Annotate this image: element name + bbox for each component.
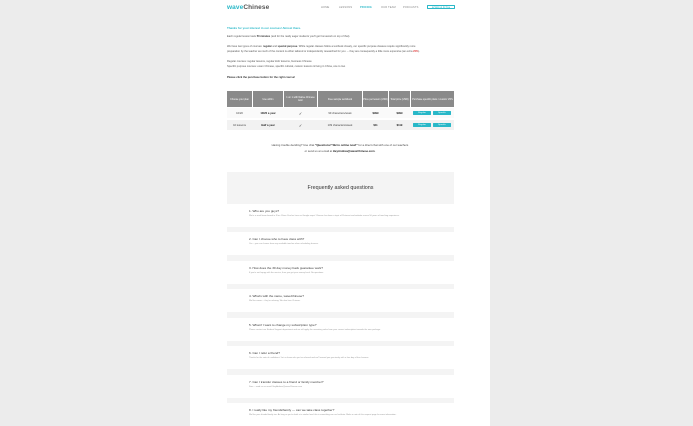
- price-cell: $11: [373, 123, 378, 127]
- faq-question: 1. Who are you guys?: [249, 209, 280, 213]
- faq-answer: We're a small team based in Xi'an China. Find us here on Google maps! Chinese has been a topic of Pinterest and website across 50 years of teaching experience.: [249, 215, 400, 217]
- check-icon: ✓: [298, 110, 303, 116]
- faq-item[interactable]: [227, 289, 454, 312]
- faq-question: 8. I really like my friends/family — can we take class together?: [249, 408, 335, 412]
- faq-item[interactable]: [227, 318, 454, 341]
- sample-cell: 99 characters/week: [328, 111, 352, 115]
- faq-question: 5. What if I want to change my subscription type?: [249, 323, 317, 327]
- pricing-table: [227, 91, 454, 131]
- faq-section: [227, 172, 454, 426]
- faq-question: 2. Can I choose who to have class with?: [249, 237, 305, 241]
- nav-podcasts[interactable]: PODCASTS: [403, 6, 419, 9]
- faq-answer: We like waves – they're relaxing. We also love Chinese.: [249, 300, 301, 302]
- email-text: or send us an email at HeyAndrea@waveChinese.com.: [304, 149, 376, 153]
- plan-cell: 10 lessons: [233, 123, 246, 127]
- total-cell: $119: [396, 123, 403, 127]
- faq-answer: Please contact our Student Support department and we will apply the remaining value from your current subscription towards the new package.: [249, 329, 381, 331]
- use-within-cell: 10/20 a year: [260, 111, 276, 115]
- lesson-length-text: Each regular lesson lasts 50 minutes (and for the really eager students you'll get homework on top of that).: [227, 35, 351, 38]
- course-types-text: We have two types of courses: regular and special purpose. While regular classes follow a textbook closely, our specific purpose classes require significantly more: [227, 45, 416, 48]
- table-header: Price per lesson (USD): [363, 91, 388, 107]
- nav-lessons[interactable]: LESSONS: [339, 6, 353, 9]
- regular-purchase-button[interactable]: Regular: [413, 111, 431, 115]
- faq-item[interactable]: [227, 204, 454, 227]
- total-cell: $999: [396, 111, 403, 115]
- top-nav-bar: [190, 0, 490, 18]
- table-row: [227, 108, 454, 118]
- faq-answer: Yes – you can choose from any available teacher when scheduling lessons.: [249, 243, 319, 245]
- faq-question: 3. How does the 30 day money back guarantee work?: [249, 266, 323, 270]
- nav-pricing[interactable]: PRICING: [360, 6, 372, 9]
- page-content: [190, 0, 490, 426]
- table-header: 1 on 1 with Native Chinese tutor: [284, 91, 317, 107]
- faq-answer: We like your friends/family too. As long as you're both at a similar level this is something we can facilitate. Make a note of this request page for more information.: [249, 414, 397, 416]
- regular-courses-text: Regular courses: regular lessons, regular kids' lessons, business Chinese: [227, 60, 312, 63]
- email-link[interactable]: HeyAndrea@waveChinese.com: [332, 149, 375, 153]
- nav-our-team[interactable]: OUR TEAM: [381, 6, 396, 9]
- faq-answer: Thanks for the vote of confidence! Let us know who you've referred and we'll reward you graciously with a free day of free lessons.: [249, 357, 369, 359]
- nav-home[interactable]: HOME: [321, 6, 330, 9]
- purchase-instruction: Please click the purchase button for the right course!: [227, 76, 296, 79]
- table-header: Purchase specific plans / custom VIPs: [411, 91, 454, 107]
- course-types-text-2: preparation by the teacher as much of the content is either tailored or independently researched for you → they are consequently a little more expensive (an extra 20%).: [227, 50, 420, 53]
- faq-item[interactable]: [227, 232, 454, 255]
- faq-title: Frequently asked questions: [307, 185, 374, 191]
- price-cell: $999: [372, 111, 379, 115]
- faq-answer: If you're not happy with the service, then you get your money back. No questions.: [249, 272, 324, 274]
- specific-purchase-button[interactable]: Specific: [433, 111, 451, 115]
- regular-purchase-button[interactable]: Regular: [413, 123, 431, 127]
- faq-item[interactable]: [227, 261, 454, 284]
- faq-question: 6. Can I refer a friend?: [249, 351, 280, 355]
- sample-cell: 109 characters/week: [327, 123, 353, 127]
- faq-answer: Sure – send us an email: HeyAndrea@waveChinese.com: [249, 386, 303, 388]
- thanks-heading: Thanks for your interest in our courses! Almost there.: [227, 26, 301, 30]
- signup-icon: ⊕: [431, 6, 435, 9]
- faq-question: 4. What's with the name, waveChinese?: [249, 294, 304, 298]
- faq-item[interactable]: [227, 375, 454, 398]
- faq-item[interactable]: [227, 403, 454, 426]
- specific-purchase-button[interactable]: Specific: [433, 123, 451, 127]
- help-text: Having trouble deciding? Use chat "Questions? We're online now!" for a direct chat with one of our teachers: [271, 143, 409, 147]
- table-header: Use within: [253, 91, 283, 107]
- check-icon: ✓: [298, 122, 303, 128]
- table-header: Choose your plan: [227, 91, 252, 107]
- table-header: Free sample workbook: [318, 91, 362, 107]
- faq-item[interactable]: [227, 346, 454, 369]
- use-within-cell: Half a year: [261, 123, 275, 127]
- plan-cell: 10/20: [236, 111, 243, 115]
- signup-button[interactable]: [427, 5, 455, 10]
- table-header: Total price (USD): [389, 91, 410, 107]
- faq-question: 7. Can I transfer classes to a friend or family member?: [249, 380, 324, 384]
- signup-label: Sign up for free: [434, 6, 451, 9]
- logo[interactable]: waveChinese: [227, 4, 270, 11]
- specific-courses-text: Specific purpose courses: exam Chinese, specific cultural, custom lessons & living in China, one to two: [227, 65, 346, 68]
- table-row: [227, 120, 454, 130]
